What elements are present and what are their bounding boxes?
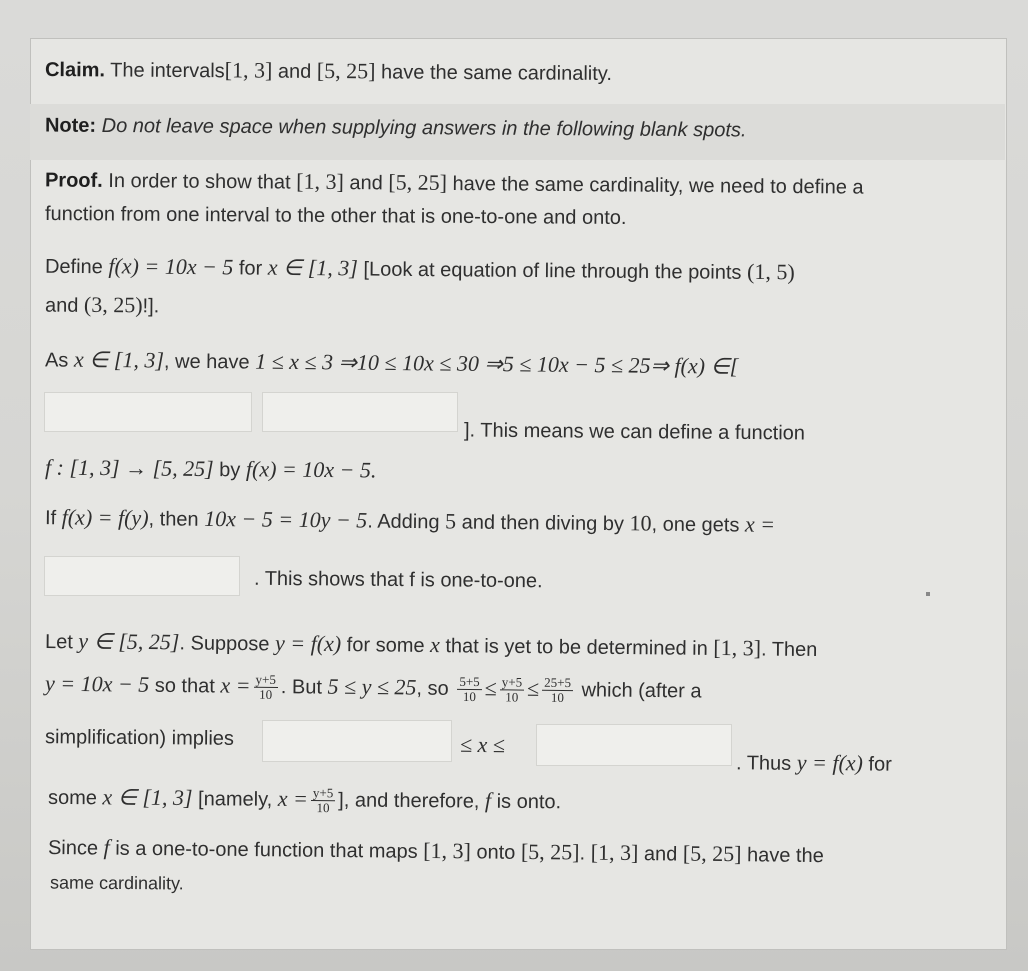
- one-to-one-blank[interactable]: [44, 556, 240, 596]
- onto-y-in: y ∈ [5, 25]: [78, 628, 180, 655]
- onto-text-sothat: so that: [149, 674, 221, 698]
- onto-line-3: simplification) implies: [44, 726, 235, 750]
- since-interval-1: [1, 3]: [423, 837, 472, 864]
- onto-is-onto: is onto.: [491, 790, 562, 814]
- onto-let-c: for some: [341, 634, 431, 657]
- define-point-2: (3, 25): [83, 291, 143, 318]
- onto-fraction-x: [253, 673, 278, 703]
- fdef-map: f : [1, 3] → [5, 25]: [44, 454, 214, 482]
- since-interval-4: [5, 25]: [682, 840, 742, 867]
- define-text-e: !].: [142, 295, 160, 318]
- define-text-a: Define: [44, 255, 109, 279]
- range-lower-blank[interactable]: [44, 392, 252, 432]
- as-after-blanks: ]. This means we can define a function: [463, 419, 806, 445]
- claim-interval-2: [5, 25]: [316, 57, 376, 84]
- fdef-line: [44, 454, 377, 483]
- iff-text-e: , one gets: [651, 513, 746, 537]
- onto-namely-x-eq: x =: [277, 785, 309, 812]
- onto-interval: [1, 3]: [713, 634, 762, 661]
- since-text-a: Since: [47, 836, 104, 860]
- claim-text-b: and: [272, 60, 317, 83]
- onto-f: f: [484, 787, 492, 813]
- onto-some-x-in: x ∈ [1, 3]: [102, 784, 193, 811]
- x-lower-bound-blank[interactable]: [262, 720, 452, 762]
- note-label: Note:: [44, 114, 97, 137]
- define-text-d: and: [44, 294, 85, 317]
- onto-fraction-3: [542, 676, 573, 706]
- onto-le-1: ≤: [484, 675, 497, 701]
- namely-den: 10: [316, 800, 330, 816]
- iff-text-a: If: [44, 507, 62, 530]
- proof-interval-2: [5, 25]: [388, 169, 448, 195]
- define-point-1: (1, 5): [746, 258, 795, 285]
- onto-therefore: ], and therefore,: [338, 789, 486, 813]
- proof-text-b: and: [343, 172, 389, 195]
- range-upper-blank[interactable]: [262, 392, 458, 432]
- fdef-text-b: by: [213, 459, 247, 482]
- frac2-num: y+5: [500, 675, 525, 691]
- as-text-b: , we have: [163, 350, 256, 374]
- iff-after-blank: . This shows that f is one-to-one.: [253, 567, 543, 593]
- onto-le-2: ≤: [526, 675, 540, 701]
- onto-text-but: . But: [280, 676, 328, 699]
- proof-line-2: function from one interval to the other that is one-to-one and onto.: [44, 202, 627, 230]
- onto-thus-y-eq: y = f(x): [796, 749, 864, 776]
- onto-fraction-1: [457, 675, 482, 705]
- note-line: [45, 116, 747, 141]
- since-text-c: onto: [470, 841, 522, 864]
- frac3-num: 25+5: [542, 676, 573, 692]
- proof-interval-1: [1, 3]: [296, 168, 344, 195]
- claim-label: Claim.: [44, 59, 106, 82]
- onto-thus-for: for: [862, 753, 892, 776]
- onto-frac-den: 10: [259, 687, 273, 703]
- onto-line-4: [48, 784, 561, 818]
- since-text-e: and: [638, 843, 683, 866]
- onto-thus-text: . Thus: [735, 752, 797, 775]
- fdef-formula: f(x) = 10x − 5.: [245, 456, 377, 483]
- as-text-a: As: [44, 349, 75, 372]
- claim-text-a: The intervals: [104, 59, 225, 83]
- frac1-den: 10: [462, 689, 476, 705]
- onto-some: some: [47, 786, 103, 810]
- onto-text-so: , so: [416, 677, 455, 700]
- proof-label: Proof.: [44, 169, 103, 192]
- iff-eq-1: f(x) = f(y): [61, 504, 149, 531]
- onto-y-eq: y = f(x): [274, 630, 342, 657]
- onto-x-eq: x =: [220, 672, 251, 698]
- iff-eq-2: 10x − 5 = 10y − 5: [204, 505, 368, 533]
- frac2-den: 10: [505, 689, 519, 705]
- onto-y-range: 5 ≤ y ≤ 25: [327, 673, 417, 700]
- onto-frac-num: y+5: [254, 673, 279, 689]
- note-text: Do not leave space when supplying answers in the following blank spots.: [96, 114, 747, 142]
- iff-ten: 10: [629, 510, 652, 536]
- since-f: f: [103, 834, 110, 860]
- onto-let-e: . Then: [760, 638, 818, 662]
- decorative-dot: [926, 592, 930, 596]
- since-text-d: .: [579, 842, 591, 865]
- iff-text-d: and then diving by: [455, 511, 630, 536]
- since-text-b: is a one-to-one function that maps: [109, 837, 424, 863]
- since-interval-2: [5, 25]: [520, 838, 580, 865]
- as-x-in: x ∈ [1, 3]: [73, 346, 165, 373]
- since-line-2: same cardinality.: [49, 872, 184, 894]
- frac1-num: 5+5: [457, 675, 482, 691]
- onto-let-a: Let: [44, 630, 79, 654]
- claim-text-c: have the same cardinality.: [375, 61, 613, 85]
- onto-mid-ineq: [459, 731, 506, 758]
- since-interval-3: [1, 3]: [590, 839, 639, 866]
- define-domain: x ∈ [1, 3]: [267, 254, 359, 281]
- define-text-b: for: [233, 257, 268, 280]
- define-line-2: [44, 291, 160, 318]
- onto-let-b: . Suppose: [179, 632, 276, 656]
- claim-line: [45, 58, 612, 84]
- namely-num: y+5: [311, 786, 335, 802]
- proof-text-a: In order to show that: [102, 169, 297, 194]
- claim-interval-1: [1, 3]: [224, 57, 273, 83]
- as-inequality-chain: 1 ≤ x ≤ 3 ⇒10 ≤ 10x ≤ 30 ⇒5 ≤ 10x − 5 ≤ 25⇒ f(x) ∈[: [255, 348, 739, 379]
- define-function: f(x) = 10x − 5: [108, 253, 234, 280]
- onto-fraction-namely: [311, 786, 336, 816]
- proof-text-c: have the same cardinality, we need to define a: [446, 172, 864, 199]
- onto-namely: [namely,: [192, 788, 278, 811]
- onto-x-between: ≤ x ≤: [459, 731, 506, 758]
- onto-thus: [736, 751, 892, 774]
- onto-let-d: that is yet to be determined in: [439, 635, 714, 660]
- define-text-c: [Look at equation of line through the points: [357, 258, 748, 284]
- iff-text-b: , then: [148, 508, 205, 531]
- onto-x: x: [429, 631, 441, 658]
- iff-five: 5: [444, 508, 457, 534]
- onto-y-formula: y = 10x − 5: [44, 670, 150, 697]
- frac3-den: 10: [550, 690, 565, 706]
- since-text-f: have the: [741, 844, 824, 868]
- iff-x-eq: x =: [744, 511, 776, 537]
- x-upper-bound-blank[interactable]: [536, 724, 732, 766]
- iff-text-c: . Adding: [367, 510, 446, 534]
- onto-fraction-2: [500, 675, 525, 705]
- onto-text-which: which (after a: [575, 679, 702, 703]
